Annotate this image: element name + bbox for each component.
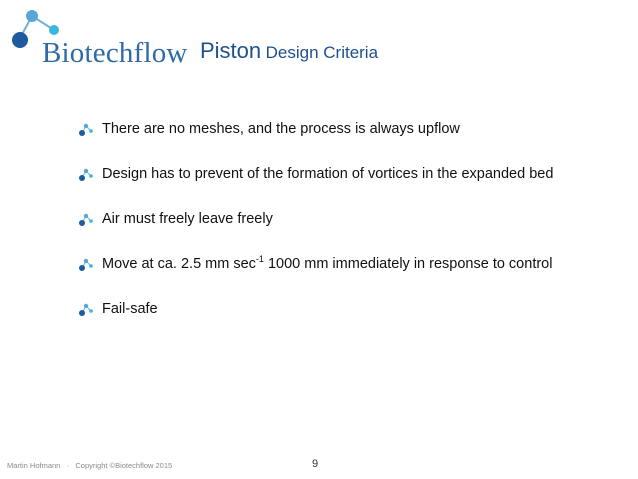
molecule-bullet-icon [78,168,94,182]
page-number: 9 [312,458,319,470]
bullet-text: Design has to prevent of the formation of vortices in the expanded bed [102,166,554,182]
bullet-text: There are no meshes, and the process is always upflow [102,121,460,137]
footer: Martin Hofmann · Copyright ©Biotechflow 2015 [7,461,173,470]
molecule-bullet-icon [78,123,94,137]
slide-title-main: Piston [200,38,262,63]
bullet-text: Fail-safe [102,301,158,317]
biotechflow-logo [10,8,210,78]
bullet-item [78,120,598,139]
slide-title-sub: Design Criteria [265,43,379,62]
slide-title [200,38,378,64]
bullet-text-before: Move at ca. 2.5 mm sec [102,256,256,272]
bullet-text-superscript: -1 [255,254,264,265]
molecule-bullet-icon [78,303,94,317]
bullet-item [78,255,598,274]
molecule-bullet-icon [78,213,94,227]
bullet-list [78,120,598,345]
bullet-text: Air must freely leave freely [102,211,273,227]
footer-author: Martin Hofmann [7,461,61,470]
bullet-item [78,210,598,229]
bullet-text-after: 1000 mm immediately in response to control [263,256,553,272]
logo-wordmark: Biotechflow [42,37,188,69]
footer-copyright: Copyright ©Biotechflow 2015 [75,461,173,470]
bullet-item [78,300,598,319]
bullet-text [102,256,552,272]
bullet-item [78,165,598,184]
molecule-bullet-icon [78,258,94,272]
